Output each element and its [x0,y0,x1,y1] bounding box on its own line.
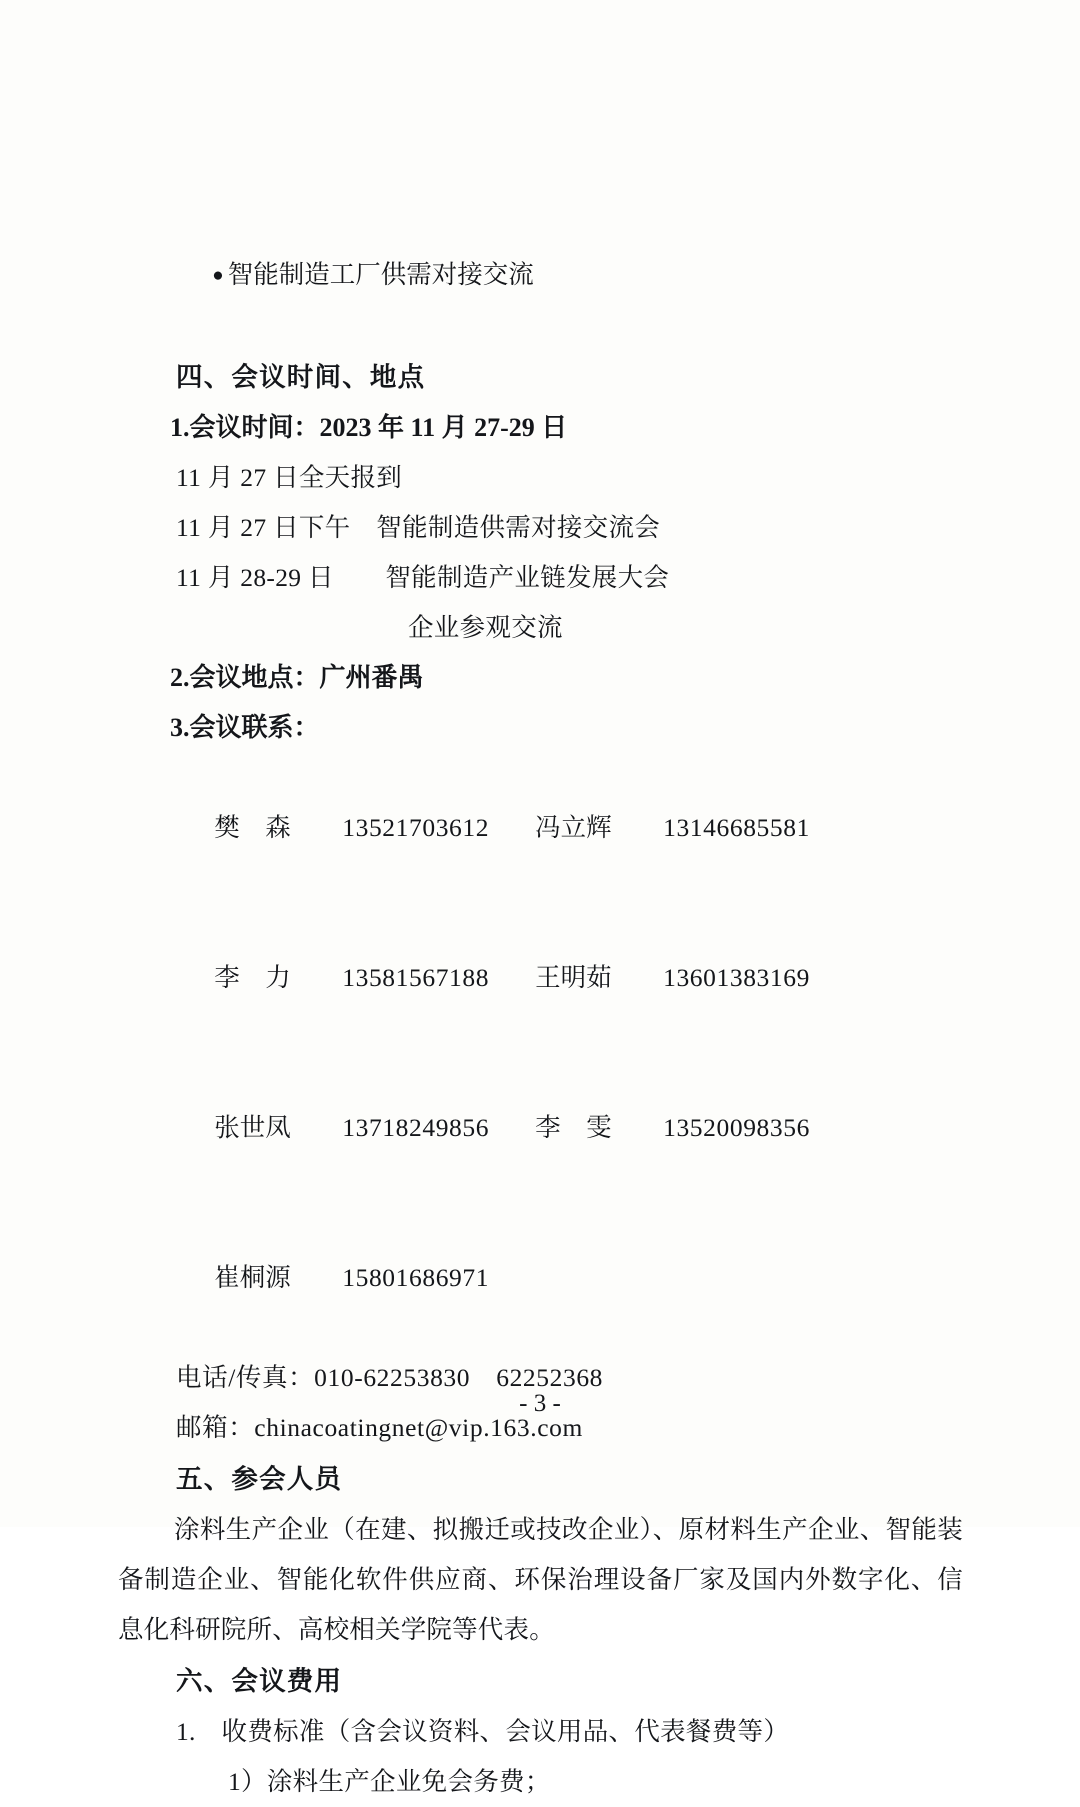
meeting-contact-label: 3.会议联系： [170,713,320,742]
telefax-line: 电话/传真：010-62253830 62252368 [176,1363,604,1392]
contact-phone: 15801686971 [342,1263,490,1292]
contact-phone: 13520098356 [663,1113,810,1142]
section-four-heading: 四、会议时间、地点 [176,362,426,392]
fee-standard-subitem-1: 1）涂料生产企业免会务费； [228,1767,551,1796]
contact-name: 王明茹 [535,963,612,992]
page-number: - 3 - [519,1390,561,1417]
schedule-line-2: 11 月 27 日下午 智能制造供需对接交流会 [176,513,661,542]
bullet-dot-icon: ● [212,265,224,286]
section-five-heading: 五、参会人员 [176,1464,343,1494]
schedule-line-1: 11 月 27 日全天报到 [176,463,403,492]
contact-name: 张世凤 [214,1113,291,1142]
schedule-line-4: 企业参观交流 [408,613,563,642]
meeting-venue-label: 2.会议地点：广州番禺 [170,663,424,692]
section-six-heading: 六、会议费用 [176,1666,343,1696]
email-line: 邮箱：chinacoatingnet@vip.163.com [176,1413,583,1442]
contact-phone: 13718249856 [342,1113,490,1142]
contact-name: 李 雯 [535,1113,612,1142]
bullet-list-item [118,200,963,351]
contact-row [118,1053,963,1203]
bullet-item-label: 智能制造工厂供需对接交流 [227,260,534,289]
contact-row [118,753,963,903]
contact-phone: 13581567188 [342,963,490,992]
contact-name: 崔桐源 [214,1263,291,1292]
schedule-line-3: 11 月 28-29 日 智能制造产业链发展大会 [176,563,670,592]
meeting-time-label: 1.会议时间：2023 年 11 月 27-29 日 [170,413,568,442]
contact-phone: 13521703612 [342,813,490,842]
document-body [118,200,963,1807]
contact-name: 李 力 [214,963,291,992]
contact-phone: 13146685581 [663,813,810,842]
contact-name: 樊 森 [214,813,291,842]
contact-phone: 13601383169 [663,963,810,992]
contact-name: 冯立辉 [535,813,612,842]
contact-row [118,903,963,1053]
section-five-paragraph: 涂料生产企业（在建、拟搬迁或技改企业）、原材料生产企业、智能装备制造企业、智能化软件供应商、环保治理设备厂家及国内外数字化、信息化科研院所、高校相关学院等代表。 [118,1515,963,1644]
fee-standard-item: 1. 收费标准（含会议资料、会议用品、代表餐费等） [176,1717,790,1746]
contact-row [118,1203,963,1353]
